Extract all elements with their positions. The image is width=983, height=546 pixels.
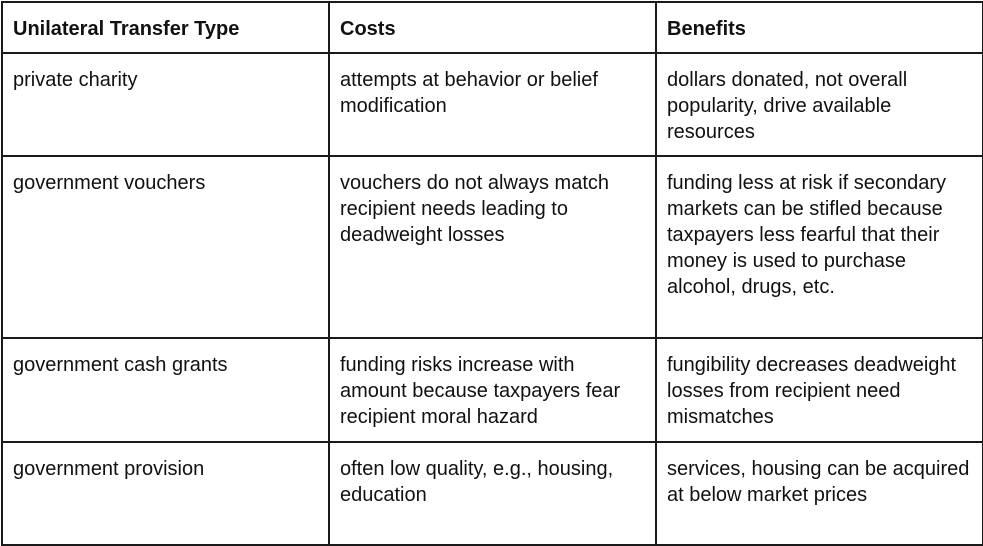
table-row [2, 338, 983, 442]
cell-costs: funding risks increase with amount because taxpayers fear recipient moral hazard [329, 338, 656, 442]
cell-transfer-type: private charity [2, 53, 329, 156]
cell-transfer-type: government provision [2, 442, 329, 545]
cell-benefits: fungibility decreases deadweight losses from recipient need mismatches [656, 338, 983, 442]
cell-benefits: services, housing can be acquired at below market prices [656, 442, 983, 545]
table-header-row [2, 2, 983, 53]
cell-costs: often low quality, e.g., housing, education [329, 442, 656, 545]
cell-transfer-type: government vouchers [2, 156, 329, 338]
table-row [2, 53, 983, 156]
transfer-comparison-table [1, 1, 983, 546]
header-transfer-type: Unilateral Transfer Type [2, 2, 329, 53]
cell-benefits: dollars donated, not overall popularity, drive available resources [656, 53, 983, 156]
table-row [2, 442, 983, 545]
header-costs: Costs [329, 2, 656, 53]
header-benefits: Benefits [656, 2, 983, 53]
cell-benefits: funding less at risk if secondary markets can be stifled because taxpayers less fearful that their money is used to purchase alcohol, drugs, etc. [656, 156, 983, 338]
cell-transfer-type: government cash grants [2, 338, 329, 442]
cell-costs: attempts at behavior or belief modification [329, 53, 656, 156]
cell-costs: vouchers do not always match recipient needs leading to deadweight losses [329, 156, 656, 338]
table-row [2, 156, 983, 338]
